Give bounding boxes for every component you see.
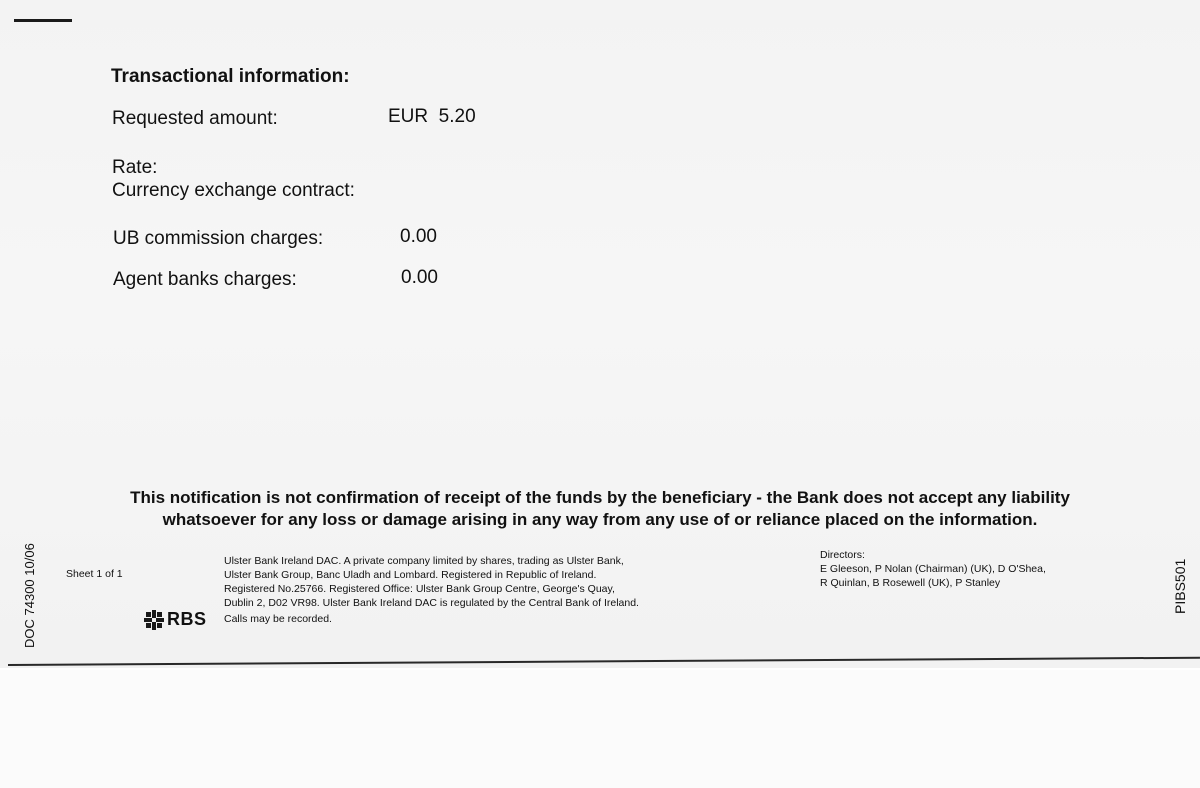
requested-amount-label: Requested amount: — [112, 108, 278, 129]
requested-amount-value: EUR 5.20 — [388, 106, 476, 127]
form-code: PIBS501 — [1172, 558, 1188, 614]
underlying-sheet — [0, 670, 1200, 788]
logo-text: RBS — [167, 609, 207, 629]
legal-line-1: Ulster Bank Ireland DAC. A private company limited by shares, trading as Ulster Bank, — [224, 555, 624, 567]
legal-line-3: Registered No.25766. Registered Office: Ulster Bank Group Centre, George's Quay, — [224, 583, 615, 595]
directors-line-1: E Gleeson, P Nolan (Chairman) (UK), D O'Shea, — [820, 563, 1046, 575]
directors-label: Directors: — [820, 549, 865, 561]
directors-line-2: R Quinlan, B Rosewell (UK), P Stanley — [820, 577, 1001, 589]
agent-charges-value: 0.00 — [401, 267, 438, 288]
exchange-contract-label: Currency exchange contract: — [112, 180, 355, 201]
legal-line-2: Ulster Bank Group, Banc Uladh and Lombard. Registered in Republic of Ireland. — [224, 569, 597, 581]
legal-line-4: Dublin 2, D02 VR98. Ulster Bank Ireland DAC is regulated by the Central Bank of Ireland. — [224, 597, 639, 609]
legal-line-5: Calls may be recorded. — [224, 613, 332, 625]
rbs-logo — [144, 609, 207, 630]
ub-commission-label: UB commission charges: — [113, 228, 324, 249]
agent-charges-label: Agent banks charges: — [113, 269, 297, 290]
sheet-number: Sheet 1 of 1 — [66, 568, 123, 580]
rbs-daisy-icon — [144, 610, 164, 630]
doc-code: DOC 74300 10/06 — [22, 543, 37, 648]
ub-commission-value: 0.00 — [400, 226, 437, 247]
rate-label: Rate: — [112, 157, 158, 178]
disclaimer-notice: This notification is not confirmation of receipt of the funds by the beneficiary - the Bank does not accept any liability whatsoever for any loss or damage arising in any way from any use of or reliance placed on the information. — [130, 488, 1070, 529]
section-title: Transactional information: — [111, 66, 350, 87]
corner-mark — [14, 19, 72, 22]
